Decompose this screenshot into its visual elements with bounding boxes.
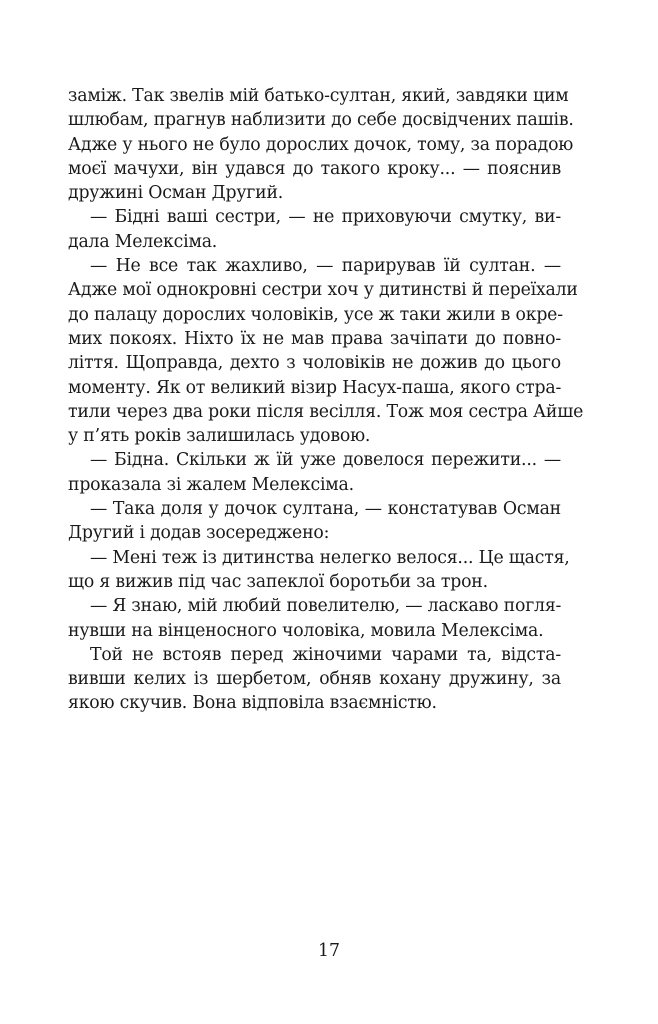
text-line: — Бідна. Скільки ж їй уже довелося пережити... — (90, 450, 561, 471)
text-line: якою скучив. Вона відповіла взаємністю. (68, 693, 437, 714)
text-line: заміж. Так звелів мій батько-султан, який, завдяки цим (68, 86, 569, 106)
text-line: дружині Осман Другий. (68, 183, 284, 204)
text-line: тили через два роки після весілля. Тож моя сестра Айше (68, 401, 584, 422)
text-line: Адже у нього не було дорослих дочок, тому, за порадою (68, 134, 574, 155)
text-line: ліття. Щоправда, дехто з чоловіків не дожив до цього (68, 353, 561, 374)
text-line: — Бідні ваші сестри, — не приховуючи смутку, ви- (90, 207, 561, 228)
text-line: моєї мачухи, він удався до такого кроку... — пояснив (68, 158, 561, 179)
text-line: до палацу дорослих чоловіків, усе ж таки жили в окре- (68, 304, 563, 325)
text-line: — Я знаю, мій любий повелителю, — ласкаво погля- (90, 596, 562, 617)
text-line: що я вижив під час запеклої боротьби за трон. (68, 571, 488, 592)
text-line: Той не встояв перед жіночими чарами та, відста- (90, 644, 561, 665)
text-line: Другий і додав зосереджено: (68, 523, 330, 544)
text-line: шлюбам, прагнув наблизити до себе досвідчених пашів. (68, 110, 574, 131)
text-line: вивши келих із шербетом, обняв кохану дружину, за (68, 669, 561, 690)
text-line: — Не все так жахливо, — парирував їй султан. — (90, 256, 561, 277)
text-line: проказала зі жалем Мелексіма. (68, 474, 354, 495)
text-line: у п’ять років залишилась удовою. (68, 426, 371, 447)
page-number: 17 (318, 941, 340, 961)
text-line: Адже мої однокровні сестри хоч у дитинстві й переїхали (68, 280, 578, 301)
page-body (68, 84, 584, 716)
text-line: дала Мелексіма. (68, 231, 218, 252)
text-line: нувши на вінценосного чоловіка, мовила Мелексіма. (68, 620, 544, 641)
text-line: мих покоях. Ніхто їх не мав права зачіпати до повно- (68, 328, 561, 349)
text-line: — Мені теж із дитинства нелегко велося... Це щастя, (90, 547, 570, 568)
text-line: — Така доля у дочок султана, — констатував Осман (90, 499, 561, 520)
text-line: моменту. Як от великий візир Насух-паша, якого стра- (68, 377, 562, 398)
